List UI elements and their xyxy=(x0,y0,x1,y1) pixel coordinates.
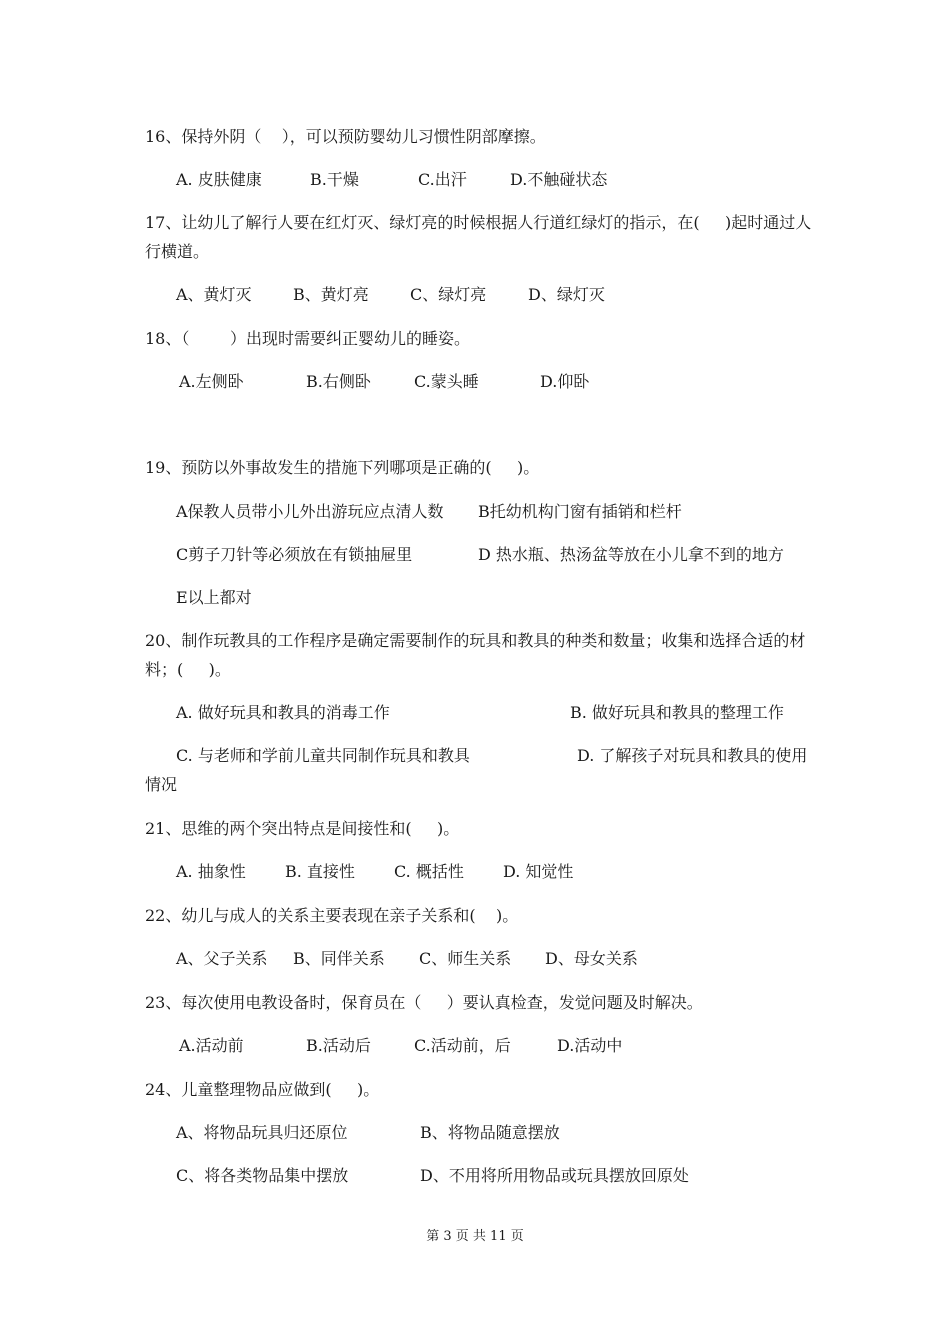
question-19-options-row2 xyxy=(176,543,784,567)
option-18-a: A.左侧卧 xyxy=(179,372,244,391)
question-20-options-row1 xyxy=(176,701,784,725)
option-18-d: D.仰卧 xyxy=(540,372,590,391)
question-19-options-row1 xyxy=(176,500,682,524)
question-17-stem: 17、让幼儿了解行人要在红灯灭、绿灯亮的时候根据人行道红绿灯的指示，在( )起时通过人行横道。 xyxy=(145,213,812,261)
option-22-c: C、师生关系 xyxy=(419,949,512,968)
question-23-stem: 23、每次使用电教设备时，保育员在（ ）要认真检查，发觉问题及时解决。 xyxy=(145,993,703,1012)
question-21-options xyxy=(176,860,574,884)
option-20-c: C. 与老师和学前儿童共同制作玩具和教具 xyxy=(176,746,470,765)
option-18-b: B.右侧卧 xyxy=(306,372,371,391)
option-19-d: D 热水瓶、热汤盆等放在小儿拿不到的地方 xyxy=(478,545,784,564)
option-23-b: B.活动后 xyxy=(306,1036,371,1055)
option-22-d: D、母女关系 xyxy=(545,949,638,968)
option-19-b: B托幼机构门窗有插销和栏杆 xyxy=(478,502,682,521)
option-23-c: C.活动前，后 xyxy=(414,1036,511,1055)
option-16-d: D.不触碰状态 xyxy=(510,170,608,189)
option-23-d: D.活动中 xyxy=(557,1036,623,1055)
question-22-stem: 22、幼儿与成人的关系主要表现在亲子关系和( )。 xyxy=(145,906,519,925)
option-21-d: D. 知觉性 xyxy=(503,862,574,881)
question-16-options xyxy=(176,168,608,192)
option-19-c: C剪子刀针等必须放在有锁抽屉里 xyxy=(176,545,413,564)
option-22-a: A、父子关系 xyxy=(176,949,268,968)
option-16-a: A. 皮肤健康 xyxy=(176,170,262,189)
question-21-stem: 21、思维的两个突出特点是间接性和( )。 xyxy=(145,819,460,838)
option-16-b: B.干燥 xyxy=(310,170,359,189)
option-24-a: A、将物品玩具归还原位 xyxy=(176,1123,348,1142)
option-24-d: D、不用将所用物品或玩具摆放回原处 xyxy=(420,1166,689,1185)
option-24-c: C、将各类物品集中摆放 xyxy=(176,1166,349,1185)
option-18-c: C.蒙头睡 xyxy=(414,372,479,391)
option-19-a: A保教人员带小儿外出游玩应点清人数 xyxy=(176,502,444,521)
option-17-b: B、黄灯亮 xyxy=(293,285,369,304)
option-20-d: D. 了解孩子对玩具和教具的使用情况 xyxy=(145,746,808,794)
option-21-b: B. 直接性 xyxy=(285,862,355,881)
page-number-footer: 第 3 页 共 11 页 xyxy=(426,1229,524,1244)
question-17-options xyxy=(176,283,605,307)
option-24-b: B、将物品随意摆放 xyxy=(420,1123,560,1142)
question-18-stem: 18、（ ）出现时需要纠正婴幼儿的睡姿。 xyxy=(145,329,471,348)
option-21-a: A. 抽象性 xyxy=(176,862,246,881)
question-20-stem: 20、制作玩教具的工作程序是确定需要制作的玩具和教具的种类和数量；收集和选择合适的材料；( )。 xyxy=(145,631,806,679)
option-17-c: C、绿灯亮 xyxy=(410,285,487,304)
question-24-stem: 24、儿童整理物品应做到( )。 xyxy=(145,1080,380,1099)
question-24-options-row1 xyxy=(176,1121,560,1145)
option-23-a: A.活动前 xyxy=(179,1036,244,1055)
question-23-options xyxy=(176,1034,623,1058)
question-22-options xyxy=(176,947,638,971)
option-20-b: B. 做好玩具和教具的整理工作 xyxy=(570,703,784,722)
option-21-c: C. 概括性 xyxy=(394,862,464,881)
question-24-options-row2 xyxy=(176,1164,689,1188)
question-16-stem: 16、保持外阴（ ），可以预防婴幼儿习惯性阴部摩擦。 xyxy=(145,127,546,146)
question-19-options-row3 xyxy=(176,586,252,610)
option-17-d: D、绿灯灭 xyxy=(528,285,605,304)
option-20-a: A. 做好玩具和教具的消毒工作 xyxy=(176,703,390,722)
option-22-b: B、同伴关系 xyxy=(293,949,385,968)
question-19-stem: 19、预防以外事故发生的措施下列哪项是正确的( )。 xyxy=(145,458,540,477)
option-16-c: C.出汗 xyxy=(418,170,467,189)
question-18-options xyxy=(176,370,590,394)
option-19-e: E以上都对 xyxy=(176,588,252,607)
option-17-a: A、黄灯灭 xyxy=(176,285,252,304)
